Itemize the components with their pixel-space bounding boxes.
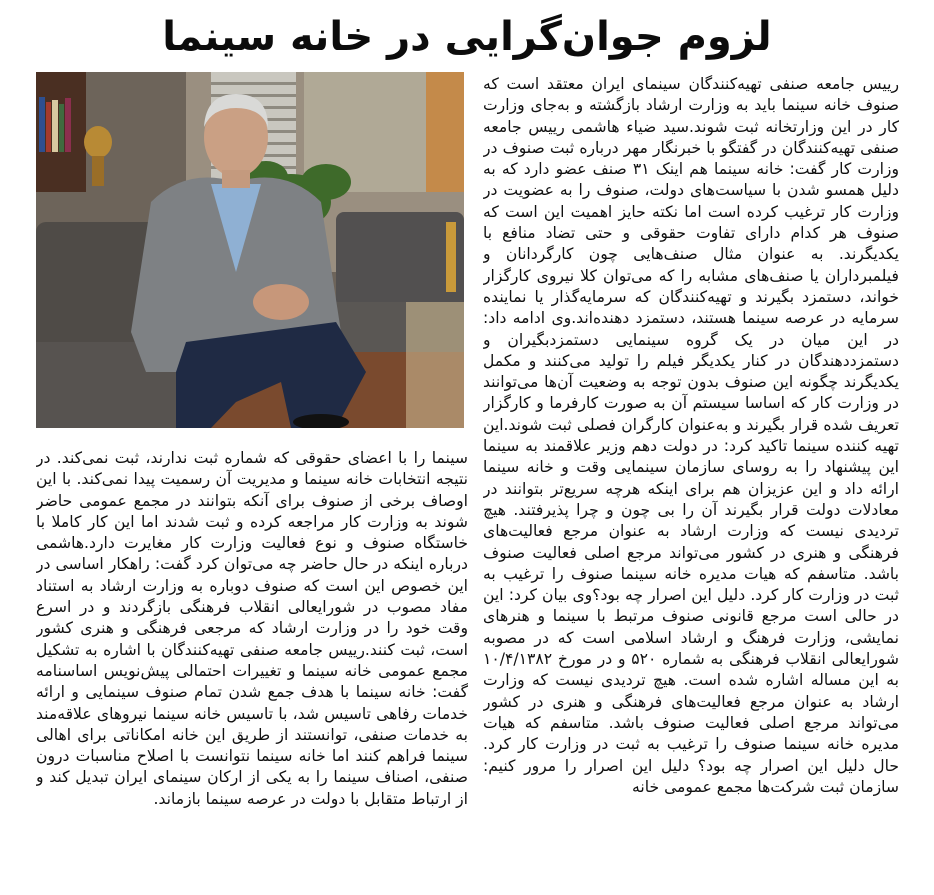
article-column-left xyxy=(36,448,468,878)
article-text-left: سینما را با اعضای حقوقی که شماره ثبت ندارند، ثبت نمی‌کند. در نتیجه انتخابات خانه سینما و مدیریت آن رسمیت پیدا نمی‌کند. با این اوصاف برخی از صنوف برای آنکه بتوانند در مجمع عمومی حاضر شوند به وزارت کار مراجعه کرده و ثبت شدند اما این کار کاملا با خاستگاه صنوف و نوع فعالیت وزارت کار مغایرت دارد.هاشمی درباره اینکه در حال حاضر چه می‌توان کرد گفت: راهکار اساسی در این خصوص این است که صنوف دوباره به وزارت ارشاد به استناد مفاد مصوب در شورایعالی انقلاب فرهنگی بازگردند و در اسرع وقت خود را در وزارت ارشاد که مرجعی فرهنگی و هنری کشور است، ثبت کنند.رییس جامعه صنفی تهیه‌کنندگان با اشاره به تشکیل مجمع عمومی خانه سینما و تغییرات احتمالی پیش‌نویس اساسنامه گفت: خانه سینما با هدف جمع شدن تمام صنوف سینمایی و ارائه خدمات رفاهی تاسیس شد، با تاسیس خانه سینما نیروهای علاقه‌مند به خدمات صنفی، توانستند از طریق این خانه امکاناتی برای اهالی سینما فراهم کنند اما خانه سینما نتوانست با اصلاح مناسبات درون صنفی، اصناف سینما را به یکی از ارکان سینمای ایران تبدیل کند و از ارتباط متقابل با دولت در عرصه سینما بازماند. xyxy=(36,449,468,808)
article-text-right: رییس جامعه صنفی تهیه‌کنندگان سینمای ایران معتقد است که صنوف خانه سینما باید به وزارت ارشاد بازگشته و به‌جای وزارت کار در این وزارتخانه ثبت شوند.سید ضیاء هاشمی رییس جامعه صنفی تهیه‌کنندگان در گفتگو با خبرنگار مهر درباره ثبت صنوف در وزارت کار گفت: خانه سینما هم اینک ۳۱ صنف عضو دارد که به دلیل همسو شدن با سیاست‌های دولت، صنوف را به عضویت در وزارت کار ترغیب کرده است اما نکته حایز اهمیت این است که صنوف هر کدام دارای تفاوت حقوقی و حتی تضاد منافع با یکدیگرند. به عنوان مثال صنف‌هایی چون کارگردانان و فیلمبرداران یا صنف‌های مشابه را که می‌توان کلا نیروی کارگزار خواند، دستمزد بگیرند و تهیه‌کنندگان که سرمایه‌گذار یا نماینده سرمایه در عرصه سینما هستند، دستمزد دهنده‌اند.وی ادامه داد: در این میان در یک گروه سینمایی دستمزدبگیران و دستمزددهندگان در کنار یکدیگر فیلم را تولید می‌کنند و مکمل یکدیگرند چگونه این صنوف بدون توجه به وضعیت آن‌ها می‌توانند در وزارت کار که اساسا سیستم آن به صورت کارفرما و کارگزار تعریف شده قرار بگیرند و به‌عنوان کارگران فصلی ثبت شوند.این تهیه کننده سینما تاکید کرد: در دولت دهم وزیر علاقمند به سینما این پیشنهاد را به روسای سازمان سینمایی وقت و خانه سینما ارائه داد و این عزیزان هم برای اینکه هرچه سریع‌تر بتوانند در معادلات دولت قرار بگیرند آن را بی چون و چرا پذیرفتند. هیچ تردیدی نیست که وزارت ارشاد به عنوان مرجع فعالیت‌های فرهنگی و هنری در کشور می‌تواند مرجع اصلی فعالیت صنوف باشد. متاسفم که هیات مدیره خانه سینما صنوف را ترغیب به ثبت در وزارت کار کرد. دلیل این اصرار چه بود؟وی بیان کرد: این در حالی است مرجع قانونی صنوف مرتبط با سینما و هنرهای نمایشی، وزارت فرهنگ و ارشاد اسلامی است که در مصوبه شورایعالی انقلاب فرهنگی به شماره ۵۲۰ و در مورخ ۱۰/۴/۱۳۸۲ به این مساله اشاره شده است. هیچ تردیدی نیست که وزارت ارشاد به عنوان مرجع فعالیت‌های فرهنگی و هنری در کشور می‌تواند مرجع اصلی فعالیت صنوف باشد. متاسفم که هیات مدیره خانه سینما صنوف را ترغیب به ثبت در وزارت کار کرد. حال دلیل این اصرار چه بود؟ دلیل این اصرار را مرور کنیم: سازمان ثبت شرکت‌ها مجمع عمومی خانه xyxy=(483,75,899,796)
article-column-right xyxy=(483,74,899,892)
article-headline: لزوم جوان‌گرایی در خانه سینما xyxy=(162,14,772,60)
portrait-photo xyxy=(36,72,464,428)
